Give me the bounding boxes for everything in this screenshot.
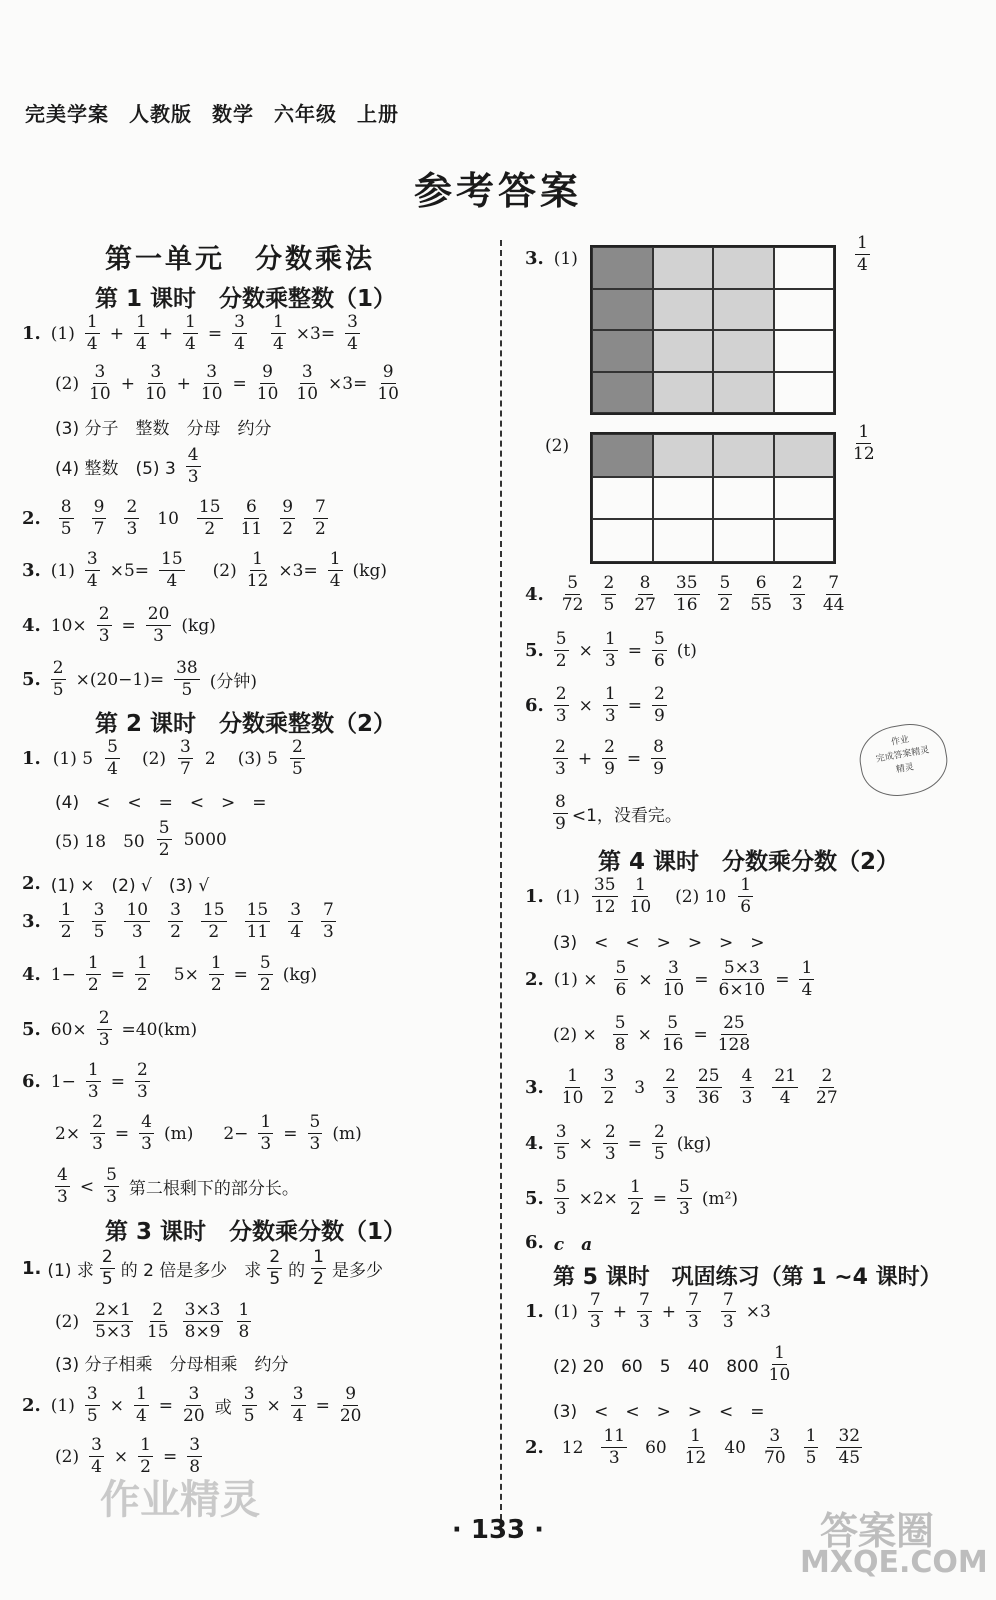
lesson-title: 第 3 课时 分数乘分数（1） [105,1219,407,1245]
fraction-grid-1 [590,245,836,415]
header-item: 人教版 [129,102,192,126]
answer-l5-q1-3: (3) < < > > < = [553,1402,765,1422]
answer-l4-q2-1: 2. (1) × $\frac{5}{6}$ × 3 10 = 5×3 6×10 = 1 4 [525,958,813,1000]
answer-l3-q2-2: (2) 3 4 × 1 2 = 3 8 [55,1435,201,1477]
answer-l2-q5: 5. 60× 2 3 =40(km) [22,1008,198,1050]
answer-l5-q1-2-text: (2) 20 60 5 40 800 [553,1357,759,1377]
lesson-title: 第 5 课时 巩固练习（第 1 ~4 课时） [553,1265,942,1290]
page-number: · 133 · [451,1515,545,1545]
answer-l3r-q4: 4. 5 72 2 5 8 27 35 16 5 2 6 55 2 3 7 44 [525,573,845,615]
answer-l2-q2: 2. (1) × (2) √ (3) √ [22,873,210,896]
answer-l2-q4: 4. 1− 1 2 = 1 2 5× $\frac{1}{2}$ = 5 2 (kg) [22,953,318,995]
answer-l2-q3: 3. 1 2 3 5 10 3 3 2 15 2 15 11 3 4 7 3 [22,900,334,942]
header-item: 上册 [357,102,399,126]
watermark-url: MXQE.COM [800,1545,988,1580]
answer-l3r-q6-note: <1，没看完。 [571,806,682,826]
grid-1-answer: $\frac{1}{4}$ [857,233,868,275]
stamp-line: 精灵 [895,762,915,776]
answer-l4-q6-text: c a [553,1235,593,1255]
answer-l1-q1-3: (3) 分子 整数 分母 约分 [55,419,272,439]
answer-l1-q1-4: (4) 整数 (5) 3 4 3 [55,445,199,487]
answer-l3-q1-3: (3) 分子相乘 分母相乘 约分 [55,1355,289,1375]
answer-l4-q1-1: 1. (1) 35 12 1 10 (2) 10 1 6 [525,875,752,917]
answer-l2-q6-3: 4 3 < 5 3 第二根剩下的部分长。 [57,1165,299,1207]
lesson-title: 第 2 课时 分数乘整数（2） [95,711,397,737]
stamp-line: 完成答案精灵 [875,745,931,765]
answer-l5-q1-1: 1. (1) 7 3 + 7 3 + 7 3 7 3 ×3 [525,1290,771,1332]
answer-l3-q1-1-text-d: 是多少 [331,1261,383,1281]
answer-l1-q4: 4. 10× 2 3 = 20 3 (kg) [22,604,216,646]
answer-l2-q2-text: (1) × (2) √ (3) √ [50,876,210,896]
grid-2-answer: $\frac{1}{12}$ [853,422,875,464]
watermark: 作业精灵 [100,1477,260,1523]
answer-l2-q1-1: 1. (1) 5 5 4 (2) 3 7 2 (3) 5 2 5 [22,737,303,779]
answer-l3-q1-1: 1. (1) 求 2 5 的 2 倍是多少 求 2 5 的 1 2 是多少 [22,1247,383,1289]
fraction-grid-2 [590,432,836,564]
answer-l3-q1-1-text-c: 的 [288,1261,306,1281]
answer-l1-q1-2: (2) 3 10 + 3 10 + 3 10 = 9 10 3 10 ×3= 9 10 [55,362,399,404]
answer-l5-q2: 2. 12 11 3 60 1 12 40 3 70 1 5 32 45 [525,1426,861,1468]
answer-l1-q3: 3. (1) 3 4 ×5= 15 4 (2) 1 12 ×3= 1 4 (kg) [22,549,387,591]
answer-l4-q4: 4. 3 5 × 2 3 = 2 5 (kg) [525,1122,712,1164]
answer-l3r-q3-2-label: (2) [545,436,570,456]
answer-l1-q2: 2. 8 5 9 7 2 3 10 15 2 6 11 9 2 7 2 [22,497,326,539]
answer-l2-q6-2: 2× 2 3 = 4 3 (m) 2− $\frac{1}{3}$ = 5 3 (m) [55,1112,362,1154]
answer-l2-q1-4: (4) < < = < > = [55,793,267,813]
column-divider [500,240,502,1530]
book-header [25,98,419,127]
answer-l3-q1-1-text-b: 的 2 倍是多少 求 [120,1261,262,1281]
unit-title: 第一单元 分数乘法 [105,244,375,275]
header-item: 数学 [212,102,254,126]
answer-l5-q1-2: (2) 20 60 5 40 800 1 10 [553,1343,791,1385]
header-item: 完美学案 [25,102,109,126]
answer-l4-q3: 3. 1 10 3 2 3 2 3 25 36 4 3 21 4 2 27 [525,1066,838,1108]
answer-l1-q1-4-text: (4) 整数 (5) 3 [55,459,176,479]
answer-l3r-q3-1-label: 3. (1) [525,248,578,269]
answer-l1-q1-1: 1. (1) 1 4 + 1 4 + 1 4 = 3 4 1 4 ×3= 3 4 [22,312,358,354]
watermark-logo: 答案圈 [820,1509,935,1553]
answer-l3-q2-1: 2. (1) 3 5 × 1 4 = 3 20 或 3 5 × 3 4 = 9 20 [22,1384,362,1426]
answer-l3-q1-2: (2) 2×1 5×3 2 15 3×3 8×9 1 8 [55,1300,250,1342]
stamp-line: 作业 [890,734,910,748]
answer-l3r-q6-1: 6. 2 3 × 1 3 = 2 9 [525,684,665,726]
answer-l4-q5: 5. 5 3 ×2× 1 2 = 5 3 (m²) [525,1177,739,1219]
header-item: 六年级 [274,102,337,126]
answer-l1-q5: 5. 2 5 ×(20−1)= 38 5 (分钟) [22,658,257,700]
answer-l3-q1-1-text-a: (1) 求 [47,1261,94,1281]
answer-l2-q6-note: 第二根剩下的部分长。 [128,1179,299,1199]
lesson-title: 第 1 课时 分数乘整数（1） [95,286,397,312]
answer-l3r-q5: 5. 5 2 × 1 3 = 5 6 (t) [525,629,697,671]
answer-l3r-q6-2: 2 3 + 2 9 = 8 9 [555,737,664,779]
lesson-title: 第 4 课时 分数乘分数（2） [598,849,900,875]
answer-l2-q6-1: 6. 1− 1 3 = 2 3 [22,1060,148,1102]
answer-l4-q2-2: (2) × $\frac{5}{8}$ × 5 16 = 25 128 [553,1013,751,1055]
answer-l2-q1-5: (5) 18 50 5 2 5000 [55,818,227,860]
page-title: 参考答案 [413,169,582,213]
answer-l4-q1-3: (3) < < > > > > [553,933,765,953]
stamp-logo [855,718,953,802]
answer-l4-q6: 6. c a [525,1232,593,1255]
answer-l3r-q6-3: 8 9 <1，没看完。 [555,792,682,834]
